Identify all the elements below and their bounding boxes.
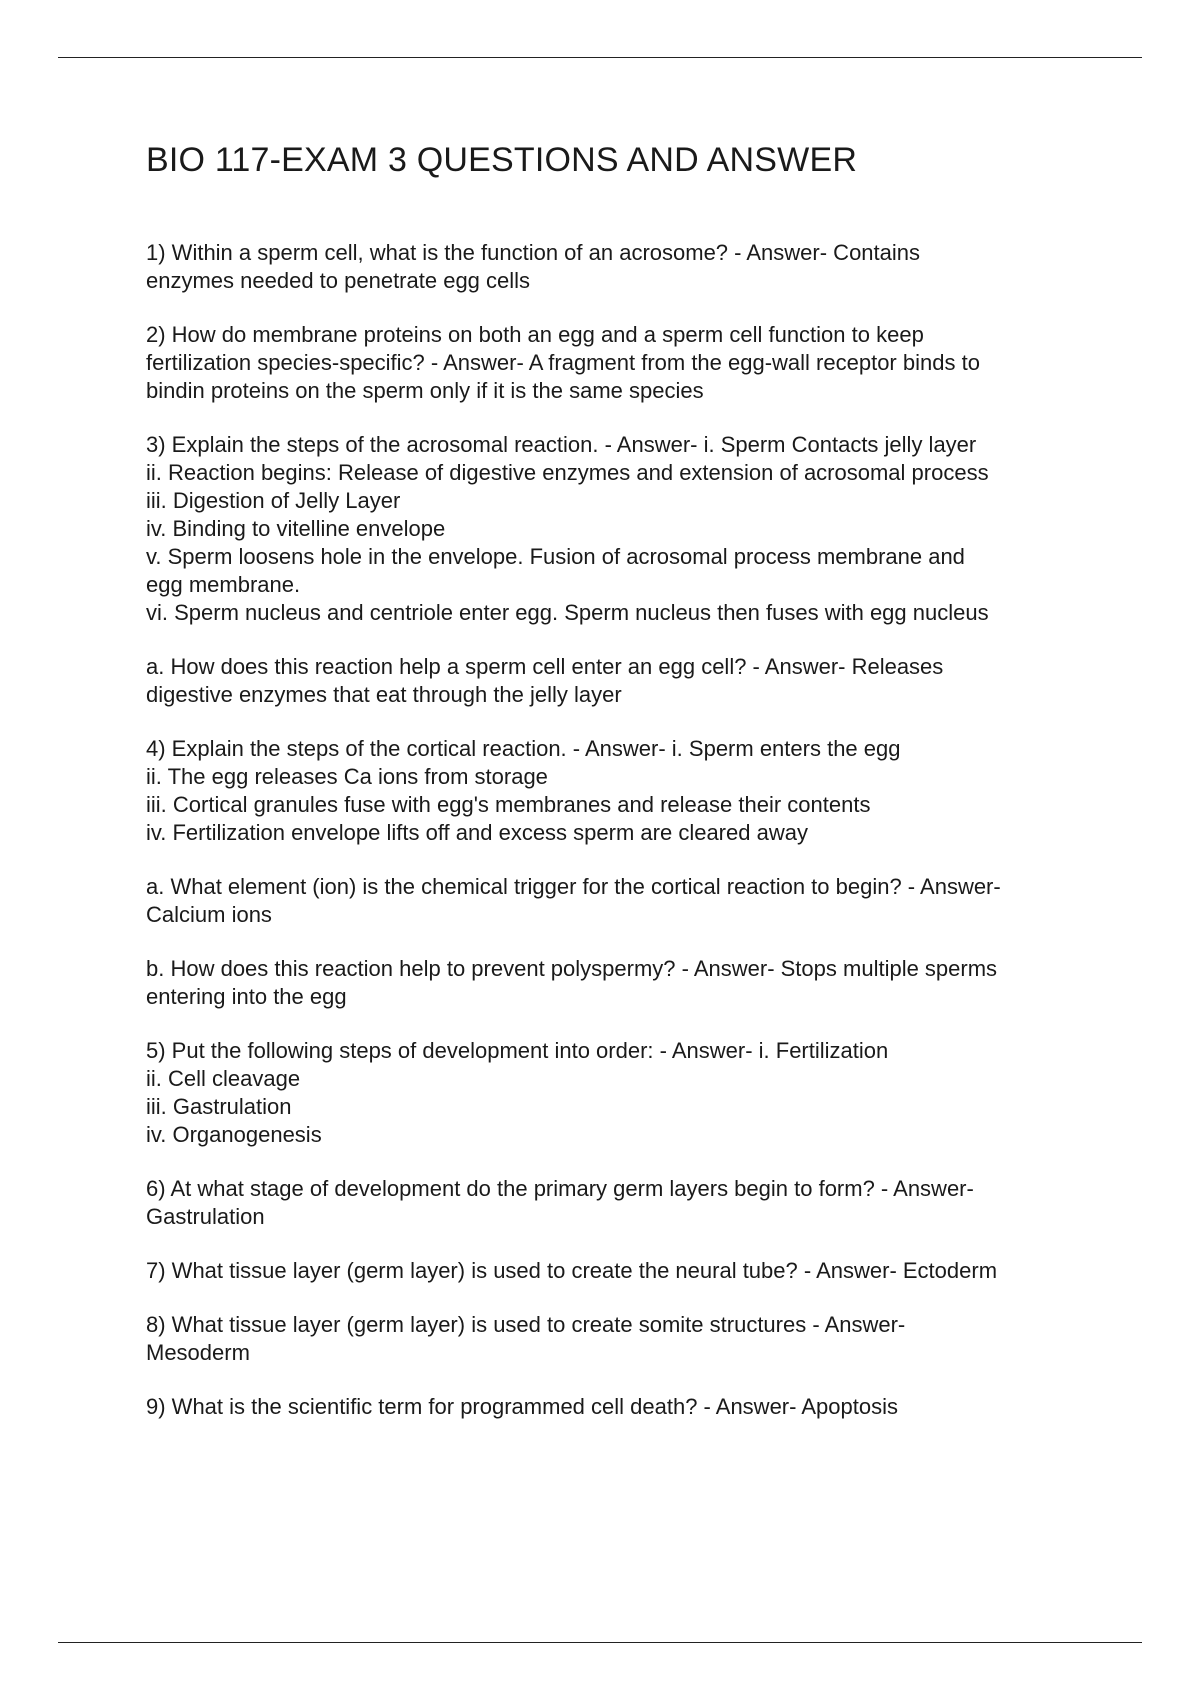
- qa-line: 3) Explain the steps of the acrosomal reaction. - Answer- i. Sperm Contacts jelly layer: [146, 431, 977, 457]
- qa-line: ii. The egg releases Ca ions from storage: [146, 763, 548, 789]
- qa-block-6: [146, 1175, 1106, 1231]
- qa-block-4b: [146, 955, 1106, 1011]
- qa-line: iv. Fertilization envelope lifts off and excess sperm are cleared away: [146, 819, 808, 845]
- document-body: [146, 140, 1106, 1447]
- footer-rule: [58, 1642, 1142, 1643]
- qa-block-8: [146, 1311, 1106, 1367]
- header-rule: [58, 57, 1142, 58]
- qa-line: v. Sperm loosens hole in the envelope. Fusion of acrosomal process membrane and: [146, 543, 965, 569]
- qa-line: 9) What is the scientific term for programmed cell death? - Answer- Apoptosis: [146, 1393, 898, 1419]
- qa-line: iii. Cortical granules fuse with egg's membranes and release their contents: [146, 791, 871, 817]
- qa-line: ii. Reaction begins: Release of digestive enzymes and extension of acrosomal process: [146, 459, 989, 485]
- qa-line: b. How does this reaction help to prevent polyspermy? - Answer- Stops multiple sperms: [146, 955, 998, 981]
- qa-block-4a: [146, 873, 1106, 929]
- qa-line: iv. Binding to vitelline envelope: [146, 515, 446, 541]
- qa-line: Gastrulation: [146, 1203, 265, 1229]
- qa-line: entering into the egg: [146, 983, 347, 1009]
- qa-line: 1) Within a sperm cell, what is the function of an acrosome? - Answer- Contains: [146, 239, 921, 265]
- qa-line: fertilization species-specific? - Answer- A fragment from the egg-wall receptor binds to: [146, 349, 980, 375]
- qa-line: vi. Sperm nucleus and centriole enter egg. Sperm nucleus then fuses with egg nucleus: [146, 599, 989, 625]
- qa-line: a. What element (ion) is the chemical trigger for the cortical reaction to begin? - Answer-: [146, 873, 1001, 899]
- qa-line: 4) Explain the steps of the cortical reaction. - Answer- i. Sperm enters the egg: [146, 735, 901, 761]
- qa-line: Mesoderm: [146, 1339, 250, 1365]
- qa-line: Calcium ions: [146, 901, 272, 927]
- qa-block-2: [146, 321, 1106, 405]
- qa-line: 7) What tissue layer (germ layer) is used to create the neural tube? - Answer- Ectoderm: [146, 1257, 998, 1283]
- document-title: BIO 117-EXAM 3 QUESTIONS AND ANSWER: [146, 141, 858, 179]
- qa-line: iii. Digestion of Jelly Layer: [146, 487, 401, 513]
- qa-line: digestive enzymes that eat through the jelly layer: [146, 681, 622, 707]
- qa-line: iv. Organogenesis: [146, 1121, 322, 1147]
- qa-line: 6) At what stage of development do the primary germ layers begin to form? - Answer-: [146, 1175, 974, 1201]
- qa-block-9: [146, 1393, 1106, 1421]
- qa-line: a. How does this reaction help a sperm cell enter an egg cell? - Answer- Releases: [146, 653, 944, 679]
- qa-line: enzymes needed to penetrate egg cells: [146, 267, 531, 293]
- qa-line: 5) Put the following steps of development into order: - Answer- i. Fertilization: [146, 1037, 889, 1063]
- qa-block-3: [146, 431, 1106, 627]
- qa-block-5: [146, 1037, 1106, 1149]
- qa-block-3a: [146, 653, 1106, 709]
- qa-line: ii. Cell cleavage: [146, 1065, 301, 1091]
- qa-block-1: [146, 239, 1106, 295]
- qa-line: 8) What tissue layer (germ layer) is used to create somite structures - Answer-: [146, 1311, 906, 1337]
- qa-block-4: [146, 735, 1106, 847]
- qa-line: egg membrane.: [146, 571, 301, 597]
- qa-block-7: [146, 1257, 1106, 1285]
- qa-line: iii. Gastrulation: [146, 1093, 292, 1119]
- qa-line: 2) How do membrane proteins on both an egg and a sperm cell function to keep: [146, 321, 924, 347]
- qa-line: bindin proteins on the sperm only if it is the same species: [146, 377, 704, 403]
